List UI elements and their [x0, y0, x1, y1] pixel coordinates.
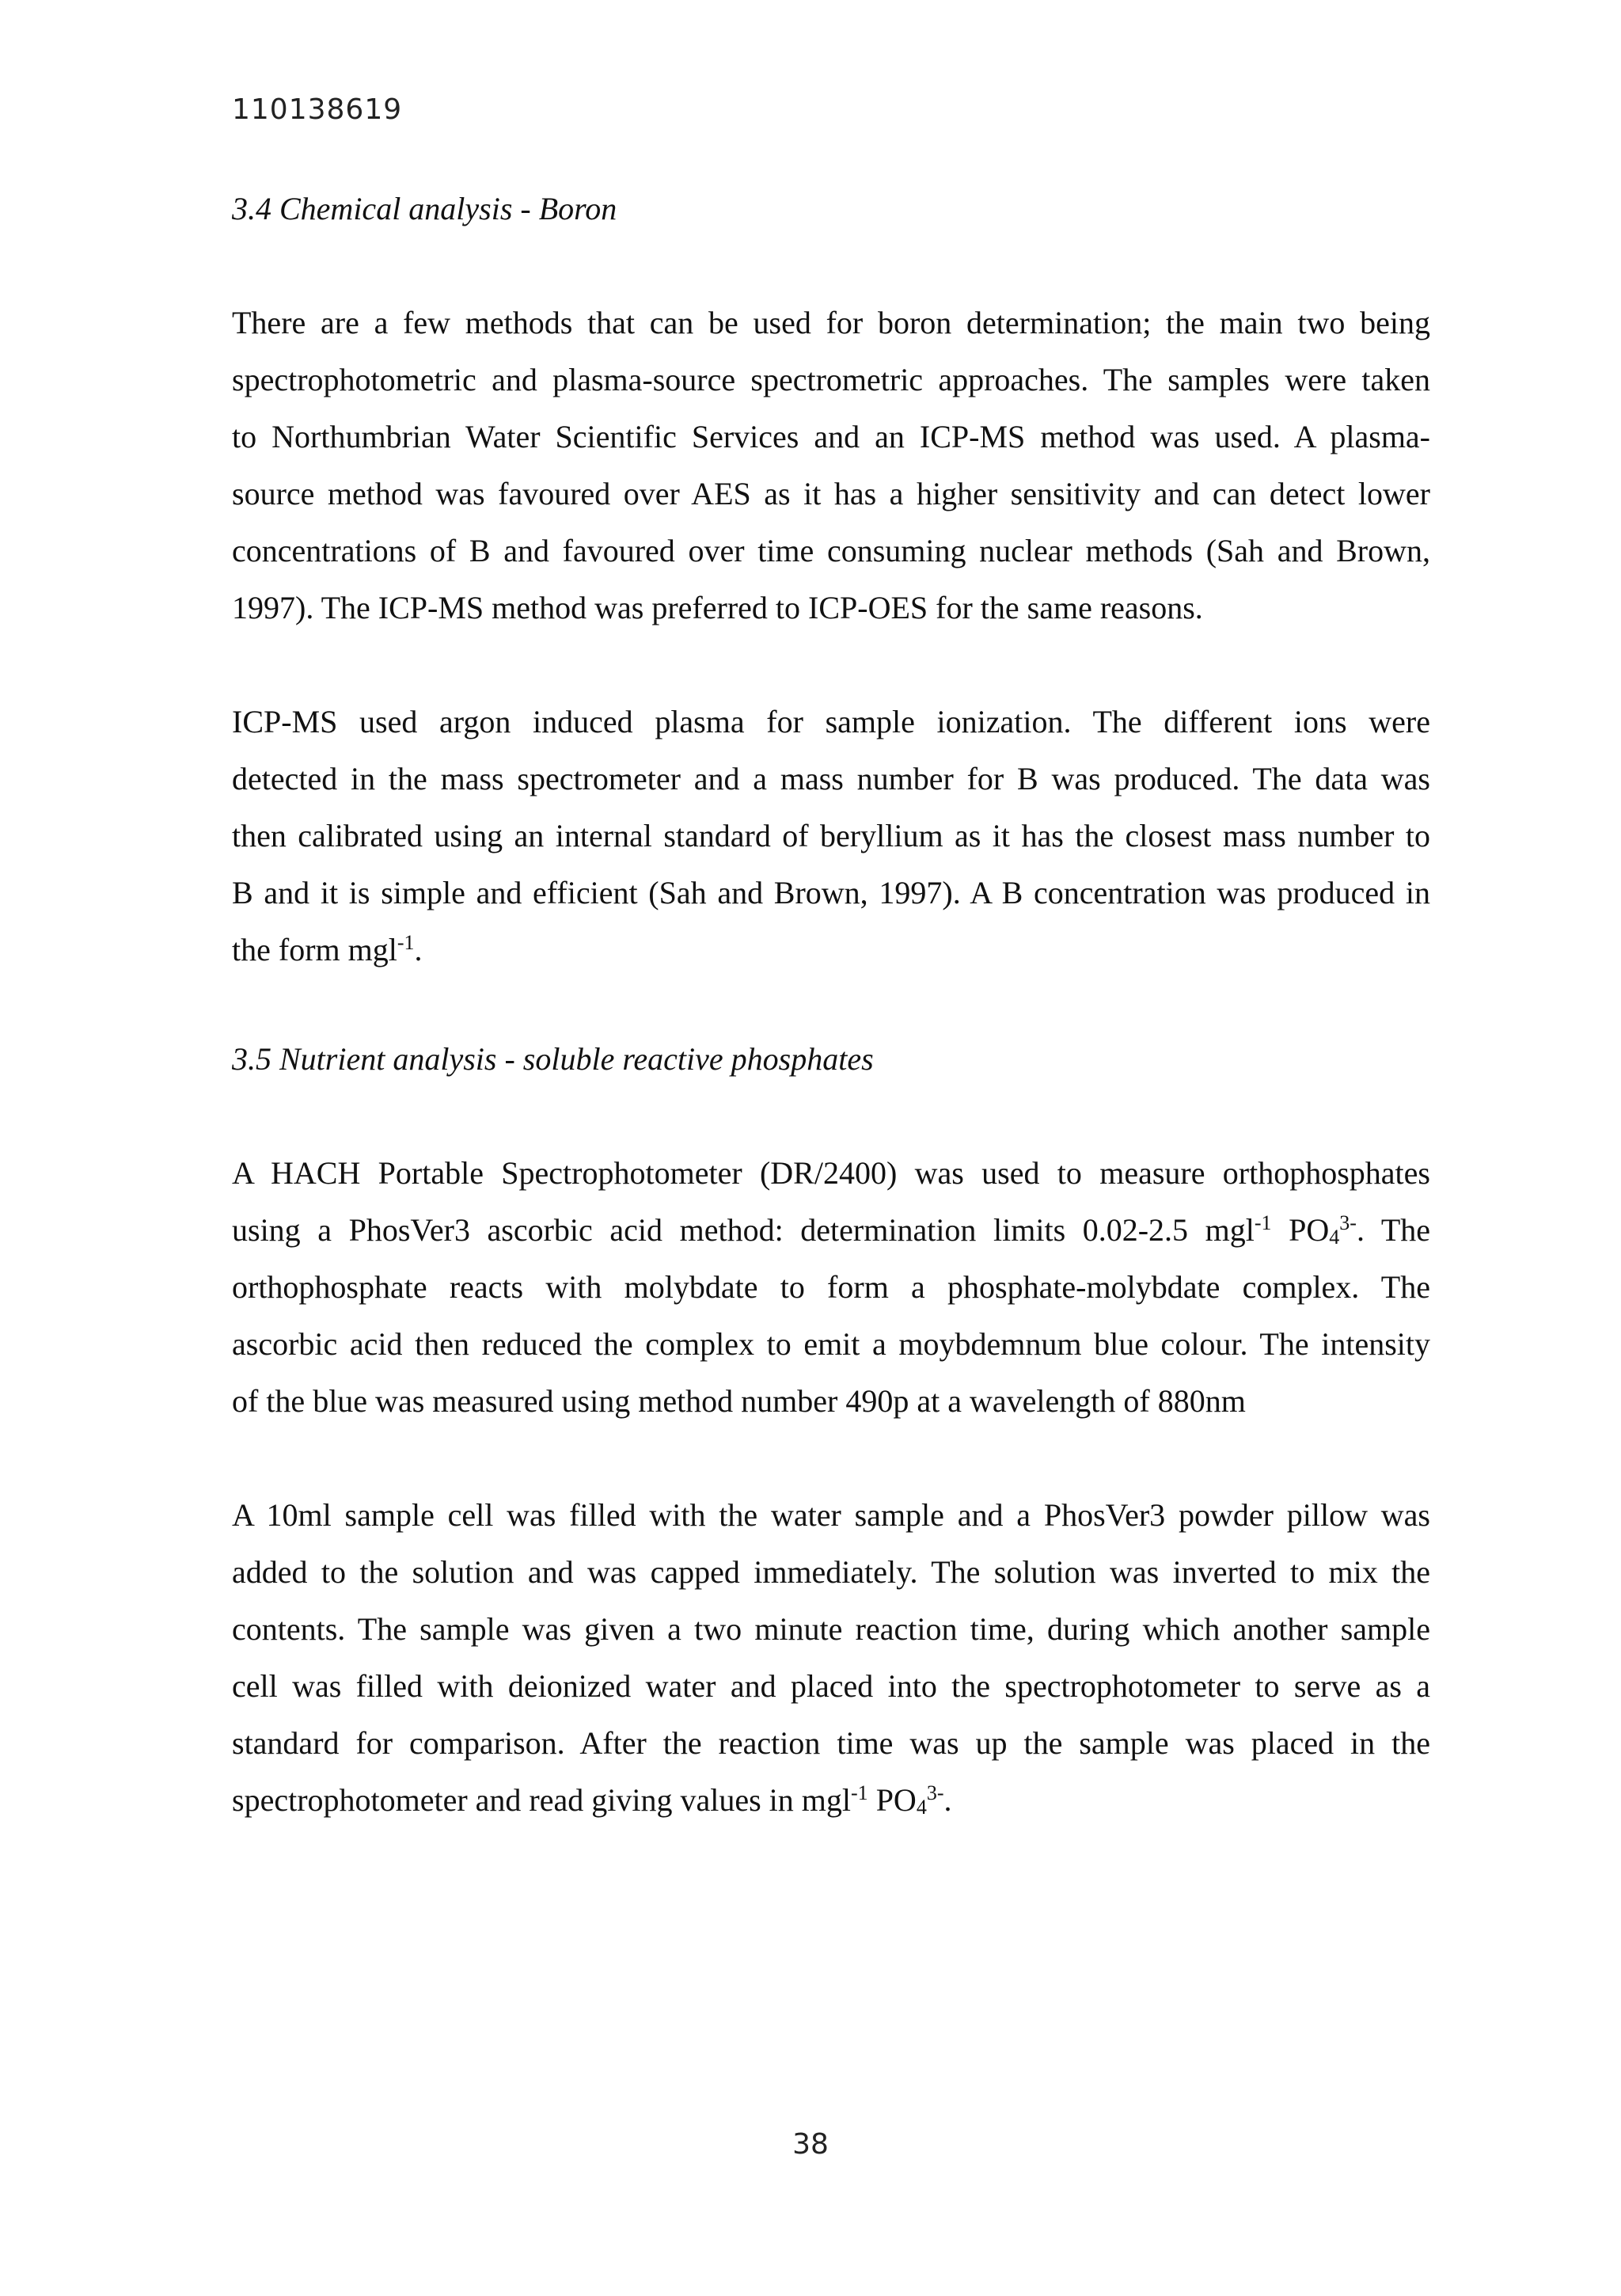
- page-number: 38: [792, 2128, 829, 2161]
- paragraph-line: B and it is simple and efficient (Sah and Brown, 1997). A B concentration was produced in: [232, 875, 1430, 910]
- line-text: the form mgl: [232, 932, 397, 967]
- paragraph-line: concentrations of B and favoured over time consuming nuclear methods (Sah and Brown,: [232, 533, 1430, 568]
- subscript: 4: [916, 1796, 927, 1819]
- paragraph-hach-method: [232, 1145, 1430, 1430]
- paragraph-line: of the blue was measured using method number 490p at a wavelength of 880nm: [232, 1383, 1246, 1419]
- superscript: -1: [1254, 1211, 1272, 1234]
- line-text: .: [943, 1782, 952, 1818]
- paragraph-line: [232, 1772, 1430, 1829]
- paragraph-line: A 10ml sample cell was filled with the water sample and a PhosVer3 powder pillow was: [232, 1497, 1430, 1533]
- paragraph-line: There are a few methods that can be used for boron determination; the main two being: [232, 305, 1430, 340]
- line-text: .: [414, 932, 423, 967]
- paragraph-sample-procedure: [232, 1487, 1430, 1829]
- line-text: PO: [1271, 1212, 1330, 1248]
- paragraph-line: standard for comparison. After the reaction time was up the sample was placed in the: [232, 1725, 1430, 1761]
- document-id: 110138619: [232, 93, 403, 126]
- paragraph-icp-ms: [232, 694, 1430, 979]
- paragraph-line: detected in the mass spectrometer and a mass number for B was produced. The data was: [232, 761, 1430, 796]
- superscript: -1: [851, 1781, 868, 1804]
- paragraph-line: spectrophotometric and plasma-source spectrometric approaches. The samples were taken: [232, 362, 1430, 397]
- paragraph-line: orthophosphate reacts with molybdate to form a phosphate-molybdate complex. The: [232, 1269, 1430, 1305]
- section-heading-3-5: 3.5 Nutrient analysis - soluble reactive phosphates: [232, 1041, 874, 1077]
- paragraph-line: then calibrated using an internal standard of beryllium as it has the closest mass number to: [232, 818, 1430, 853]
- paragraph-line: to Northumbrian Water Scientific Services and an ICP-MS method was used. A plasma-: [232, 419, 1430, 454]
- paragraph-line: contents. The sample was given a two minute reaction time, during which another sample: [232, 1611, 1430, 1647]
- paragraph-line: source method was favoured over AES as it has a higher sensitivity and can detect lower: [232, 476, 1430, 511]
- paragraph-line: A HACH Portable Spectrophotometer (DR/2400) was used to measure orthophosphates: [232, 1155, 1430, 1191]
- paragraph-line: [232, 922, 1430, 979]
- paragraph-boron-methods: [232, 295, 1430, 637]
- superscript: 3-: [926, 1781, 944, 1804]
- line-text: spectrophotometer and read giving values in mgl: [232, 1782, 852, 1818]
- paragraph-line: ICP-MS used argon induced plasma for sample ionization. The different ions were: [232, 704, 1430, 739]
- subscript: 4: [1329, 1226, 1340, 1249]
- paragraph-line: ascorbic acid then reduced the complex to emit a moybdemnum blue colour. The intensity: [232, 1326, 1430, 1362]
- paragraph-line: [232, 1202, 1430, 1259]
- paragraph-line: added to the solution and was capped immediately. The solution was inverted to mix the: [232, 1554, 1430, 1590]
- line-text: . The: [1356, 1212, 1431, 1248]
- paragraph-line: cell was filled with deionized water and placed into the spectrophotometer to serve as a: [232, 1668, 1430, 1704]
- superscript: 3-: [1339, 1211, 1357, 1234]
- paragraph-line: 1997). The ICP-MS method was preferred to ICP-OES for the same reasons.: [232, 590, 1203, 625]
- section-heading-3-4: 3.4 Chemical analysis - Boron: [232, 191, 617, 226]
- superscript: -1: [397, 931, 415, 954]
- line-text: PO: [867, 1782, 917, 1818]
- line-text: using a PhosVer3 ascorbic acid method: determination limits 0.02-2.5 mgl: [232, 1212, 1255, 1248]
